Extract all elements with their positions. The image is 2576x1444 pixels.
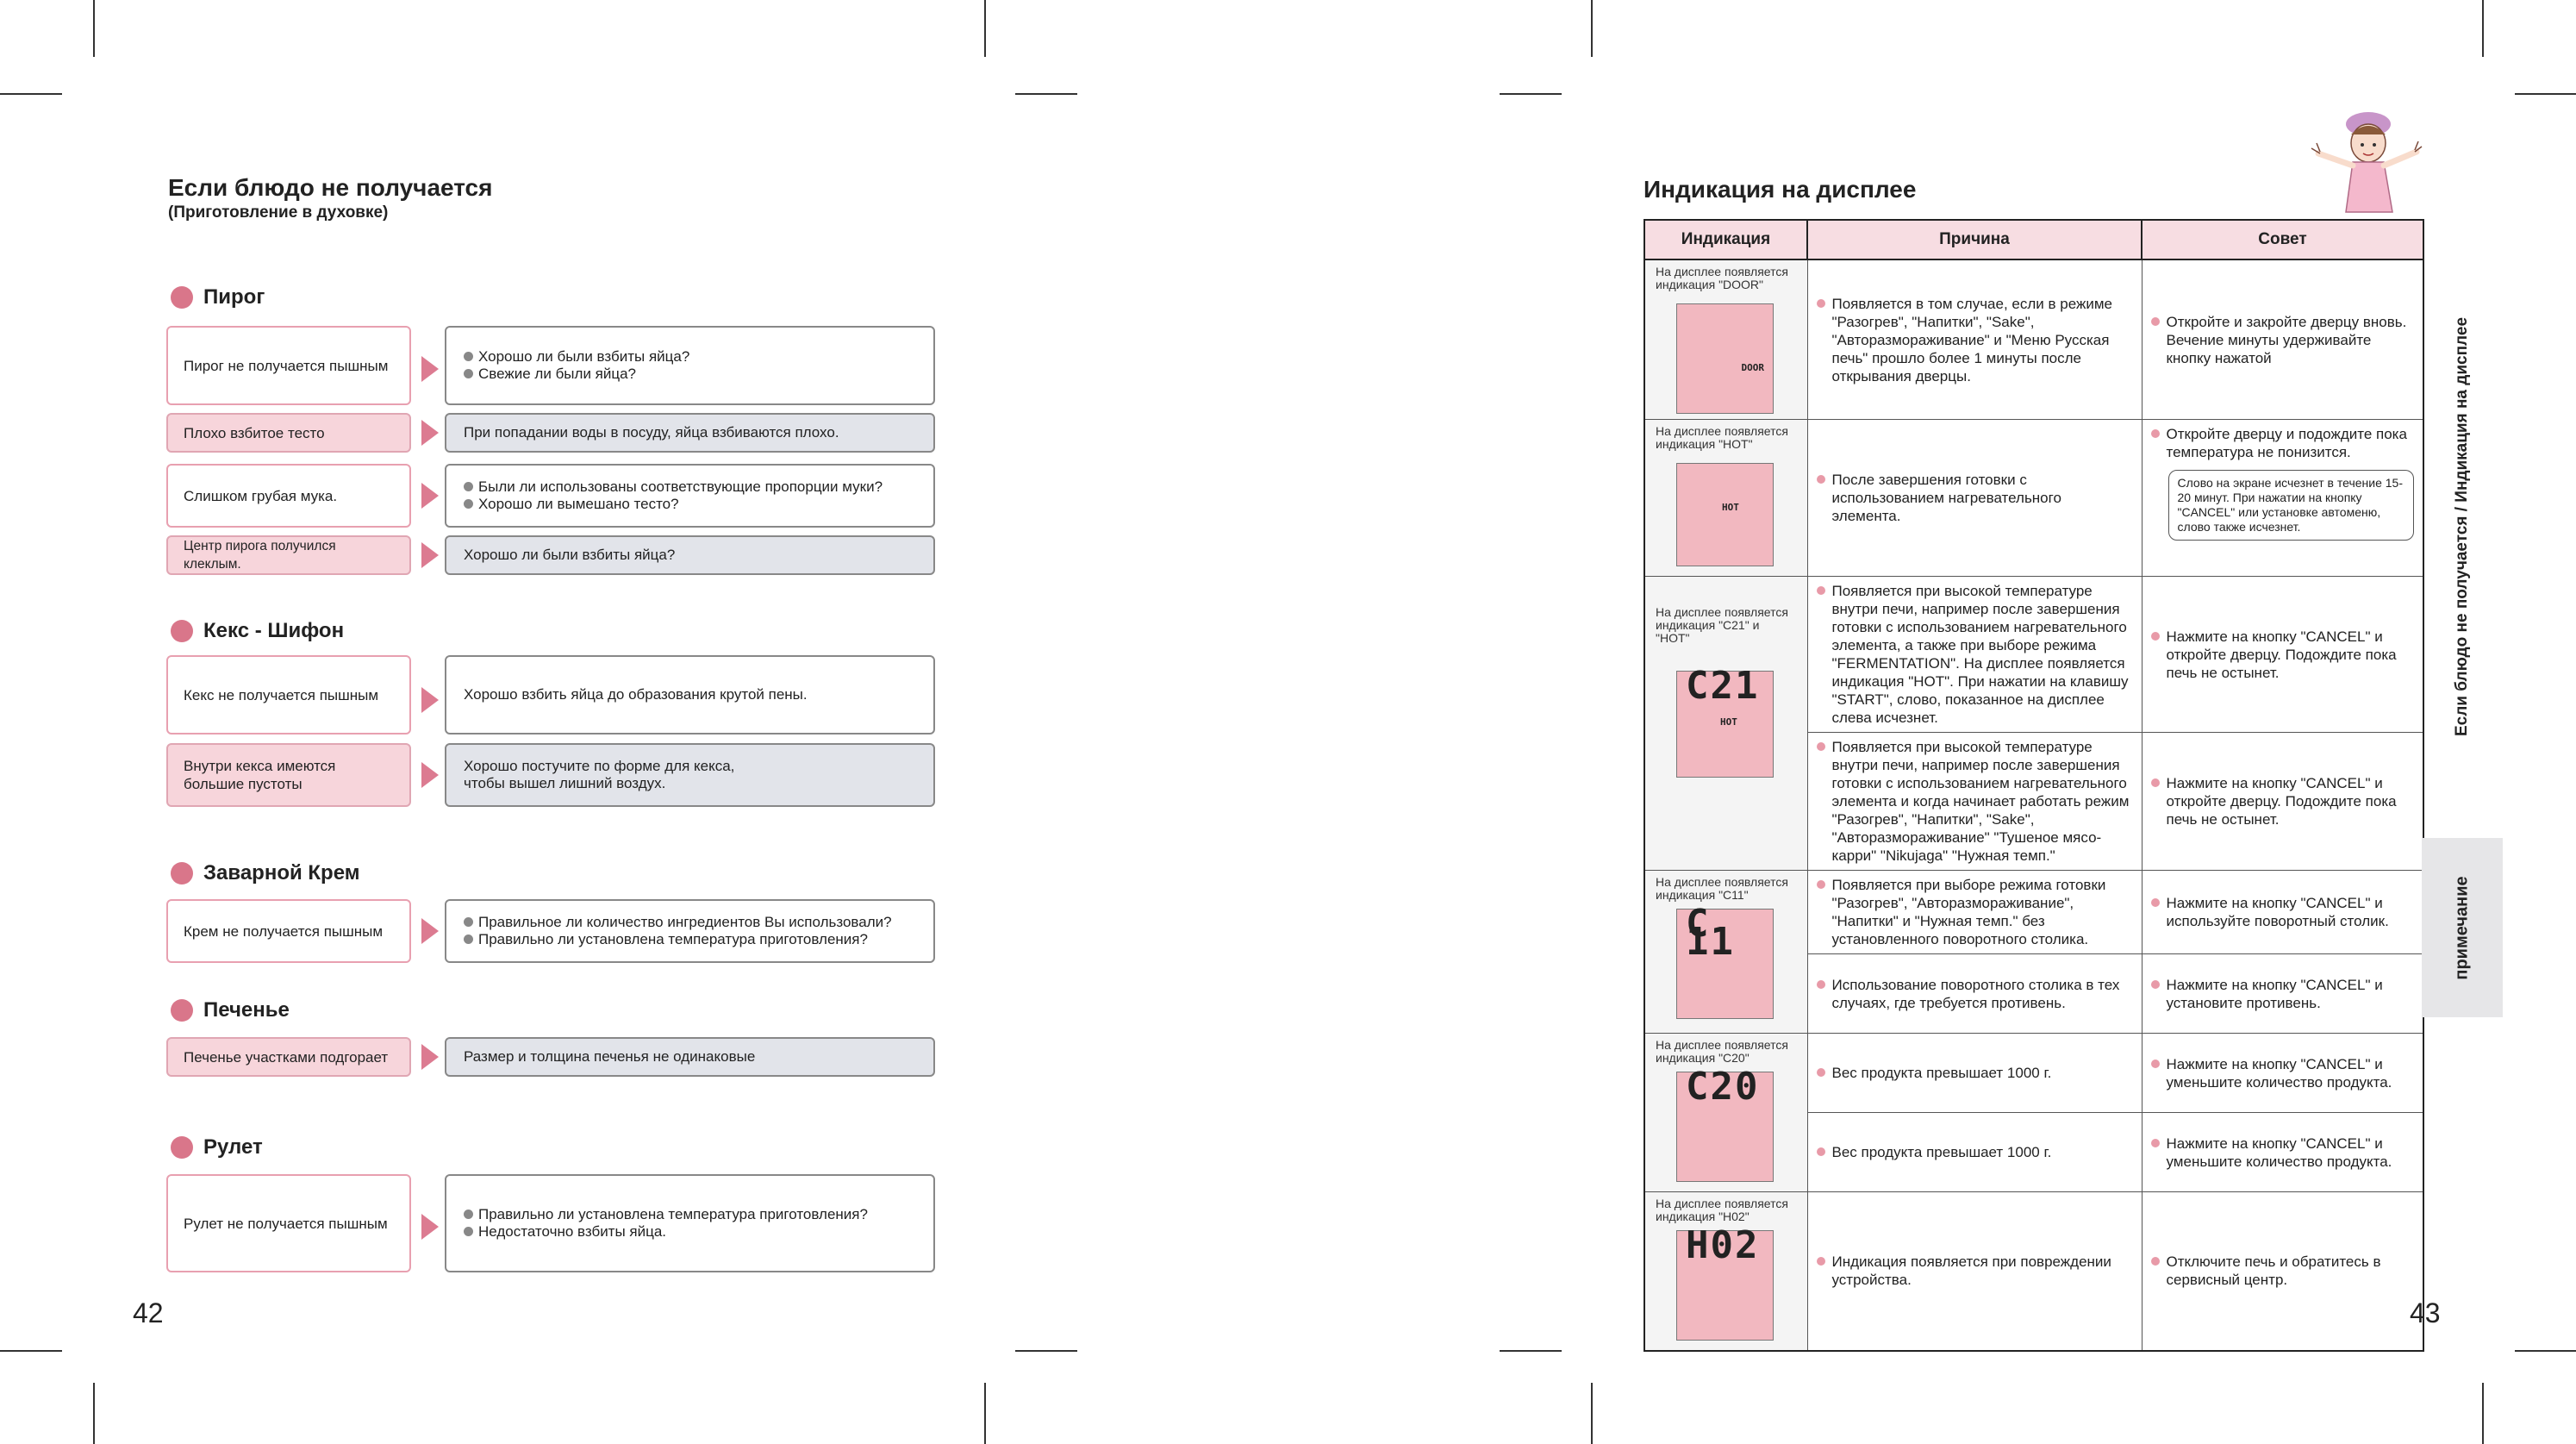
cause-cell: Вес продукта превышает 1000 г. — [1807, 1113, 2142, 1192]
bullet-dot — [171, 1136, 193, 1159]
crop-mark — [984, 1383, 986, 1444]
advice-cell: Откройте дверцу и подождите пока температура не понизится. Слово на экране исчезнет в течение 15-20 минут. При нажатии на кнопку "CANCEL" или установке автоменю, слово также исчезнет. — [2142, 420, 2423, 577]
crop-mark — [2482, 1383, 2484, 1444]
advice-box: Хорошо ли были взбиты яйца? — [445, 535, 935, 575]
indication-text: На дисплее появляется индикация "C20" — [1656, 1038, 1788, 1065]
table-row — [1644, 1034, 2423, 1113]
indication-cell — [1644, 259, 1807, 420]
problem-box: Центр пирога получился клеклым. — [166, 535, 411, 575]
page-title: Если блюдо не получается — [168, 174, 493, 201]
crop-mark — [2515, 93, 2576, 95]
crop-mark — [1500, 1350, 1562, 1352]
display-c21-icon: C21 HOT — [1676, 671, 1774, 778]
section-heading-cookie: Печенье — [171, 998, 290, 1022]
indication-text: На дисплее появляется индикация "HOT" — [1656, 424, 1788, 451]
advice-cell: Нажмите на кнопку "CANCEL" и откройте дверцу. Подождите пока печь не остынет. — [2142, 577, 2423, 733]
column-header-indication: Индикация — [1644, 220, 1807, 259]
bullet-dot — [171, 286, 193, 309]
crop-mark — [1591, 0, 1593, 57]
cause-cell: Вес продукта превышает 1000 г. — [1807, 1034, 2142, 1113]
side-chapter-label: Если блюдо не получается / Индикация на дисплее — [2453, 316, 2471, 737]
display-section-title: Индикация на дисплее — [1644, 176, 1917, 203]
problem-box: Рулет не получается пышным — [166, 1174, 411, 1272]
cause-cell: Индикация появляется при повреждении устройства. — [1807, 1192, 2142, 1351]
indication-cell — [1644, 1192, 1807, 1351]
cause-cell: После завершения готовки с использованием нагревательного элемента. — [1807, 420, 2142, 577]
arrow-icon — [421, 542, 439, 568]
advice-cell: Нажмите на кнопку "CANCEL" и уменьшите количество продукта. — [2142, 1113, 2423, 1192]
arrow-icon — [421, 762, 439, 788]
advice-box: Правильно ли установлена температура приготовления? Недостаточно взбиты яйца. — [445, 1174, 935, 1272]
crop-mark — [93, 0, 95, 57]
table-row — [1644, 577, 2423, 733]
advice-box: При попадании воды в посуду, яйца взбиваются плохо. — [445, 413, 935, 453]
table-row — [1644, 420, 2423, 577]
page-number: 43 — [2410, 1297, 2441, 1328]
arrow-icon — [421, 1044, 439, 1070]
advice-box: Были ли использованы соответствующие пропорции муки? Хорошо ли вымешано тесто? — [445, 464, 935, 528]
problem-box: Слишком грубая мука. — [166, 464, 411, 528]
column-header-cause: Причина — [1807, 220, 2142, 259]
advice-cell: Откройте и закройте дверцу вновь. Вечение минуты удерживайте кнопку нажатой — [2142, 259, 2423, 420]
page-number: 42 — [133, 1297, 164, 1328]
display-indication-table — [1644, 219, 2424, 1352]
note-box: Слово на экране исчезнет в течение 15-20 минут. При нажатии на кнопку "CANCEL" или установке автоменю, слово также исчезнет. — [2168, 470, 2415, 541]
crop-mark — [0, 93, 62, 95]
arrow-icon — [421, 420, 439, 446]
bullet-dot — [171, 862, 193, 885]
crop-mark — [1591, 1383, 1593, 1444]
cause-cell: Появляется в том случае, если в режиме "Разогрев", "Напитки", "Sake", "Авторазмораживание" и "Меню Русская печь" прошло более 1 минуты после открывания дверцы. — [1807, 259, 2142, 420]
indication-cell — [1644, 871, 1807, 1034]
arrow-icon — [421, 356, 439, 382]
problem-box: Плохо взбитое тесто — [166, 413, 411, 453]
crop-mark — [1500, 93, 1562, 95]
advice-cell: Нажмите на кнопку "CANCEL" и уменьшите количество продукта. — [2142, 1034, 2423, 1113]
crop-mark — [984, 0, 986, 57]
indication-text: На дисплее появляется индикация "C21" и "HOT" — [1656, 605, 1788, 645]
cause-cell: Появляется при высокой температуре внутри печи, например после завершения готовки с использованием нагревательного элемента, а также при выборе режима "FERMENTATION". На дисплее появляется индикация "HOT". При нажатии на клавишу "START", слово, показанное на дисплее слева исчезнет. — [1807, 577, 2142, 733]
section-heading-roll: Рулет — [171, 1135, 263, 1160]
advice-box: Правильное ли количество ингредиентов Вы использовали? Правильно ли установлена температура приготовления? — [445, 899, 935, 963]
side-tab-note: примечание — [2422, 838, 2503, 1017]
table-row — [1644, 259, 2423, 420]
bullet-dot — [171, 620, 193, 642]
arrow-icon — [421, 1214, 439, 1240]
display-door-icon: DOOR — [1676, 303, 1774, 414]
crop-mark — [2515, 1350, 2576, 1352]
crop-mark — [93, 1383, 95, 1444]
indication-cell — [1644, 577, 1807, 871]
advice-box: Размер и толщина печенья не одинаковые — [445, 1037, 935, 1077]
table-row — [1644, 1192, 2423, 1351]
problem-box: Кекс не получается пышным — [166, 655, 411, 735]
indication-text: На дисплее появляется индикация "C11" — [1656, 875, 1788, 902]
problem-box: Печенье участками подгорает — [166, 1037, 411, 1077]
crop-mark — [1015, 93, 1077, 95]
indication-cell — [1644, 420, 1807, 577]
section-heading-cream: Заварной Крем — [171, 861, 360, 885]
arrow-icon — [421, 483, 439, 509]
indication-text: На дисплее появляется индикация "DOOR" — [1656, 265, 1788, 291]
display-h02-icon: H02 — [1676, 1230, 1774, 1341]
cause-cell: Использование поворотного столика в тех случаях, где требуется противень. — [1807, 954, 2142, 1034]
advice-box: Хорошо ли были взбиты яйца? Свежие ли были яйца? — [445, 326, 935, 405]
table-header-row — [1644, 220, 2423, 259]
cartoon-chef-illustration — [2301, 109, 2430, 221]
advice-cell: Нажмите на кнопку "CANCEL" и установите противень. — [2142, 954, 2423, 1034]
section-heading-pie: Пирог — [171, 285, 265, 309]
problem-box: Внутри кекса имеются большие пустоты — [166, 743, 411, 807]
cause-cell: Появляется при выборе режима готовки "Разогрев", "Авторазмораживание", "Напитки" и "Нужная темп." без установленного поворотного столика. — [1807, 871, 2142, 954]
display-hot-icon: HOT — [1676, 463, 1774, 566]
arrow-icon — [421, 918, 439, 944]
page-subtitle: (Приготовление в духовке) — [168, 203, 389, 222]
advice-box: Хорошо взбить яйца до образования крутой пены. — [445, 655, 935, 735]
column-header-advice: Совет — [2142, 220, 2423, 259]
display-c11-icon: C 11 — [1676, 909, 1774, 1019]
advice-cell: Нажмите на кнопку "CANCEL" и откройте дверцу. Подождите пока печь не остынет. — [2142, 733, 2423, 871]
section-heading-chiffon: Кекс - Шифон — [171, 619, 344, 643]
bullet-dot — [171, 999, 193, 1022]
indication-text: На дисплее появляется индикация "H02" — [1656, 1197, 1788, 1223]
arrow-icon — [421, 687, 439, 713]
display-c20-icon: C20 — [1676, 1072, 1774, 1182]
table-row — [1644, 871, 2423, 954]
crop-mark — [1015, 1350, 1077, 1352]
problem-box: Крем не получается пышным — [166, 899, 411, 963]
cause-cell: Появляется при высокой температуре внутри печи, например после завершения готовки с использованием нагревательного элемента и когда начинает работать режим "Разогрев", "Напитки", "Sake", "Авторазмораживание" "Тушеное мясо-карри" "Nikujaga" "Нужная темп." — [1807, 733, 2142, 871]
crop-mark — [0, 1350, 62, 1352]
crop-mark — [2482, 0, 2484, 57]
advice-cell: Отключите печь и обратитесь в сервисный центр. — [2142, 1192, 2423, 1351]
problem-box: Пирог не получается пышным — [166, 326, 411, 405]
indication-cell — [1644, 1034, 1807, 1192]
advice-box: Хорошо постучите по форме для кекса, чтобы вышел лишний воздух. — [445, 743, 935, 807]
advice-cell: Нажмите на кнопку "CANCEL" и используйте поворотный столик. — [2142, 871, 2423, 954]
